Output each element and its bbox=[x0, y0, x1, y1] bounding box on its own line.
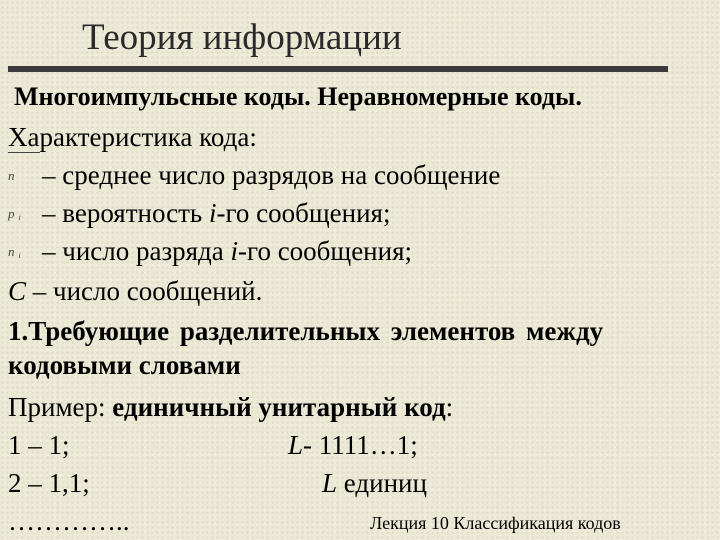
definition-text-after: -го сообщения; bbox=[216, 198, 391, 228]
definition-text-before: – число разряда bbox=[42, 236, 231, 266]
definition-average-digits bbox=[8, 158, 500, 193]
row-text: - 1111…1; bbox=[303, 430, 418, 460]
definition-text-before: – вероятность bbox=[42, 198, 209, 228]
example-line bbox=[8, 390, 453, 424]
example-row-left: 1 – 1; bbox=[8, 430, 70, 460]
messages-count-var: С bbox=[8, 276, 27, 306]
row-text: единиц bbox=[337, 468, 427, 498]
definition-digit-count bbox=[8, 234, 412, 273]
symbol-p-i: p $_i$ bbox=[8, 206, 21, 222]
definition-var: i bbox=[209, 198, 217, 228]
slide-title: Теория информации bbox=[82, 17, 402, 58]
definition-text-after: -го сообщения; bbox=[238, 236, 413, 266]
row-var: L bbox=[288, 430, 304, 460]
row-var: L bbox=[322, 468, 338, 498]
title-divider bbox=[8, 66, 668, 72]
definition-text: – среднее число разрядов на сообщение bbox=[42, 160, 501, 190]
point1-line1: 1.Требующие разделительных элементов между bbox=[8, 316, 604, 346]
definition-var: i bbox=[230, 236, 239, 266]
example-row-left: 2 – 1,1; bbox=[8, 468, 90, 498]
example-suffix: : bbox=[445, 392, 454, 422]
example-row-right bbox=[288, 428, 418, 462]
symbol-n-i: n $_i$ bbox=[8, 244, 21, 260]
messages-count-text: – число сообщений. bbox=[26, 276, 263, 306]
definition-probability bbox=[8, 196, 390, 235]
example-row-right bbox=[322, 466, 427, 500]
messages-count-line bbox=[8, 274, 262, 308]
slide-heading: Многоимпульсные коды. Неравномерные коды. bbox=[14, 82, 582, 111]
example-bold: единичный унитарный код bbox=[112, 392, 446, 422]
example-prefix: Пример: bbox=[8, 392, 113, 422]
point1-line2: кодовыми словами bbox=[8, 350, 241, 380]
ellipsis: ………….. bbox=[8, 506, 130, 536]
characteristic-label: Характеристика кода: bbox=[8, 122, 257, 152]
footer-lecture-label: Лекция 10 Классификация кодов bbox=[370, 513, 621, 533]
symbol-n-bar: n bbox=[8, 159, 42, 193]
